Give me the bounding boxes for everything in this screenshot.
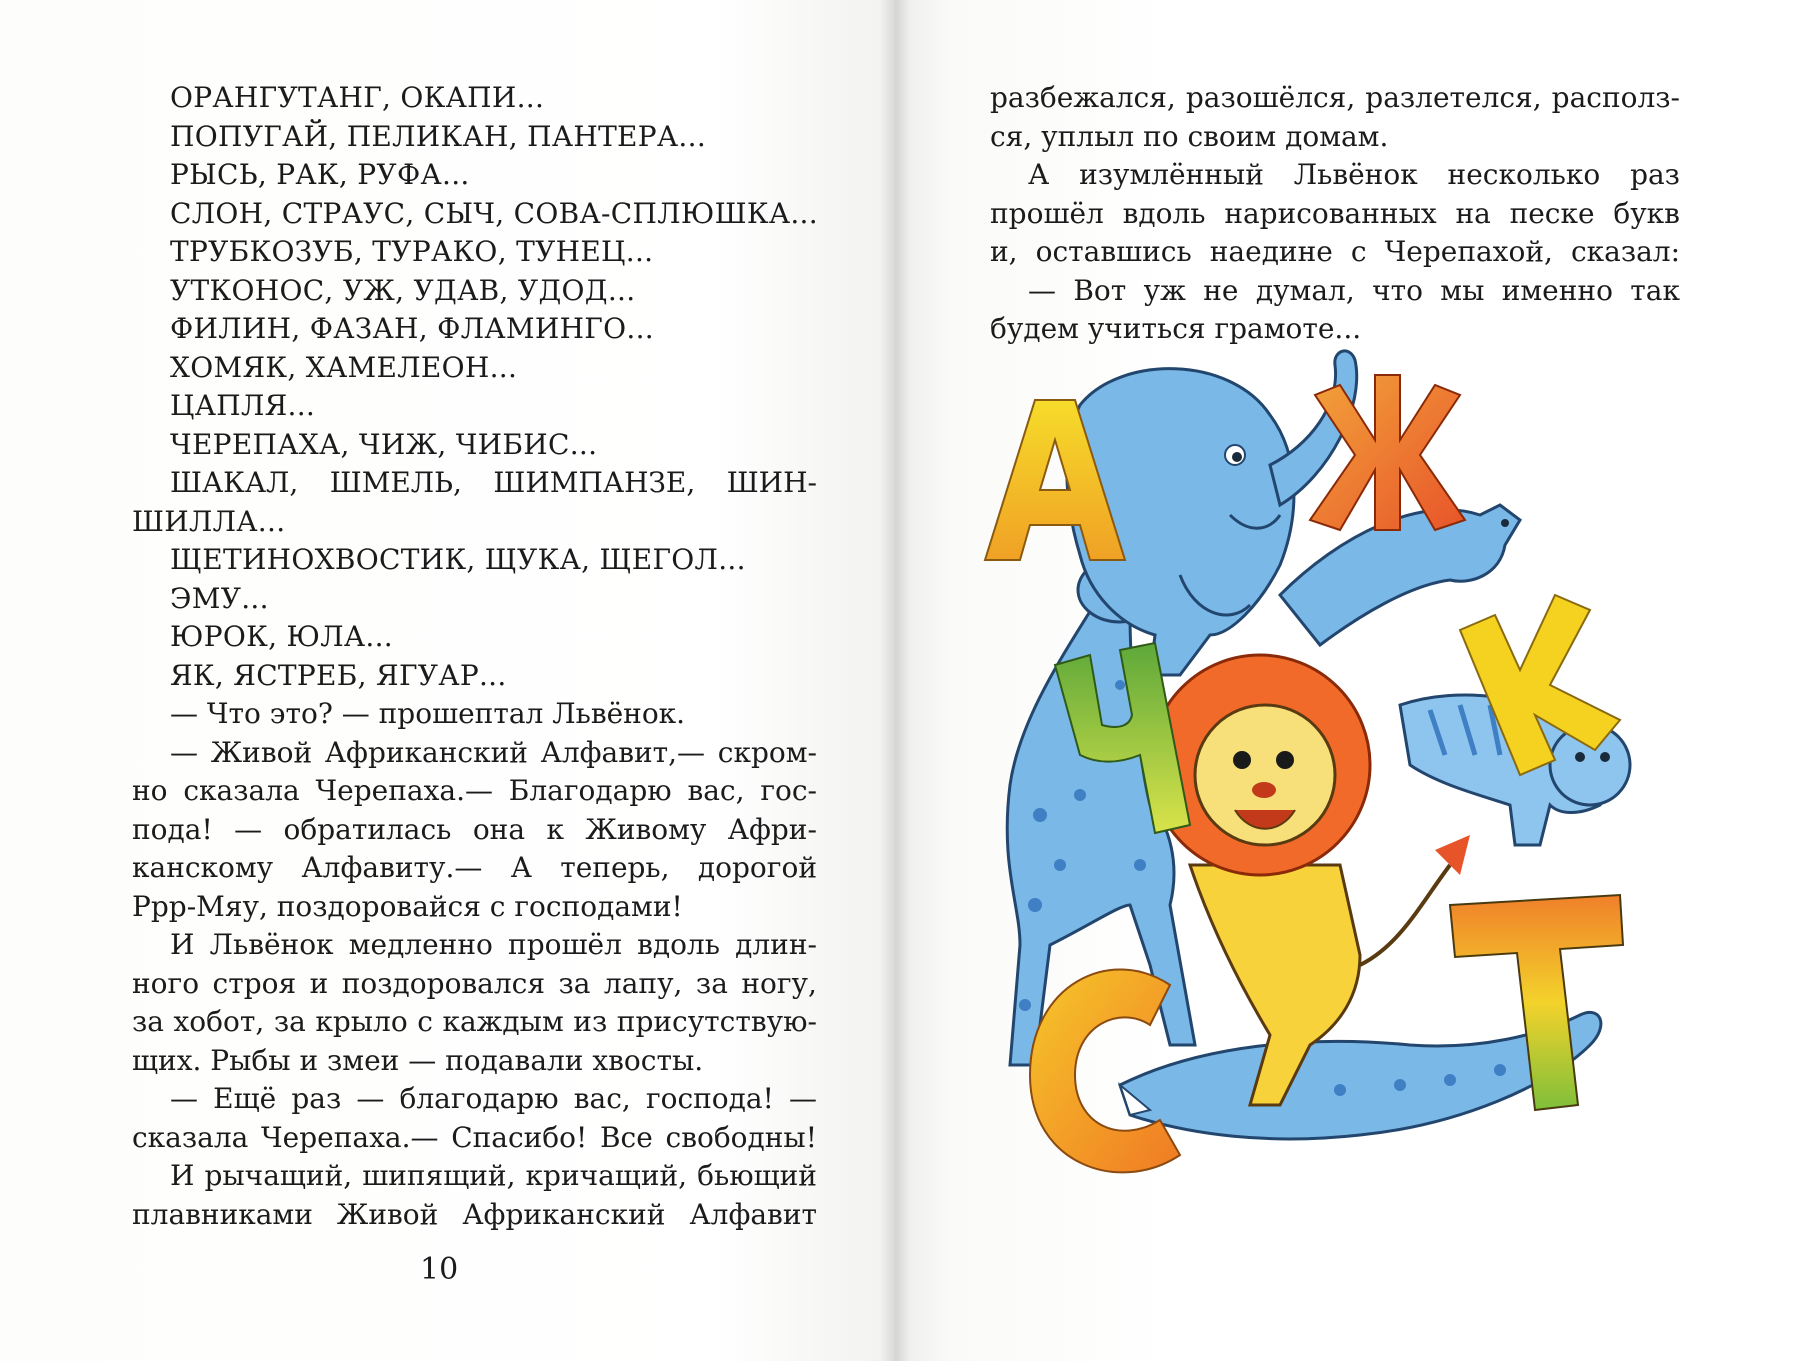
- word: она: [472, 812, 526, 846]
- word: не: [1203, 273, 1239, 307]
- text-line: [132, 849, 817, 888]
- text-line: [990, 156, 1680, 195]
- word: ШАКАЛ,: [170, 466, 299, 499]
- word: за: [132, 1005, 164, 1038]
- text-line: [132, 965, 817, 1004]
- word: Алфавит: [689, 1197, 817, 1231]
- word: уж: [1143, 273, 1186, 307]
- page-number: 10: [420, 1252, 459, 1287]
- word: разбежался,: [990, 81, 1176, 114]
- word: Афри-: [727, 812, 817, 846]
- animal-list-line: ЦАПЛЯ...: [170, 389, 316, 422]
- word: Черепаха.—: [261, 1120, 439, 1154]
- word: Алфавит,—: [540, 735, 706, 769]
- word: оставшись: [1035, 235, 1192, 268]
- word: хобот,: [173, 1005, 265, 1038]
- animal-list-line: СЛОН, СТРАУС, СЫЧ, СОВА-СПЛЮШКА...: [170, 196, 818, 230]
- word: Африканский: [462, 1197, 666, 1231]
- word: крыло: [315, 1005, 408, 1038]
- word: ШМЕЛЬ,: [329, 466, 462, 499]
- animal-list-line: ЧЕРЕПАХА, ЧИЖ, ЧИБИС...: [170, 427, 598, 461]
- animal-list-line: УТКОНОС, УЖ, УДАВ, УДОД...: [170, 273, 636, 307]
- word: И: [170, 928, 195, 961]
- word: —: [170, 735, 198, 769]
- word: и,: [990, 235, 1018, 268]
- word: вдоль: [637, 928, 720, 961]
- word: плавниками: [132, 1197, 313, 1231]
- word: кричащий,: [525, 1159, 688, 1192]
- word: располз-: [1551, 81, 1680, 114]
- word: прошёл: [508, 928, 622, 961]
- word: вас,: [687, 774, 745, 807]
- word: букв: [1613, 196, 1680, 230]
- text-line: [132, 1196, 817, 1235]
- word: к: [546, 812, 564, 846]
- text-line: [132, 1119, 817, 1158]
- animal-list-line: РЫСЬ, РАК, РУФА...: [170, 158, 470, 191]
- word: Ещё: [213, 1082, 277, 1115]
- word: разошёлся,: [1185, 81, 1356, 114]
- animal-list-line: ПОПУГАЙ, ПЕЛИКАН, ПАНТЕРА...: [170, 119, 707, 153]
- word: Африканский: [324, 735, 528, 769]
- word: шипящий,: [362, 1159, 516, 1192]
- right-page-text: [990, 79, 1680, 349]
- word: сказала: [132, 1120, 249, 1154]
- word: с: [417, 1005, 433, 1038]
- word: рычащий,: [204, 1159, 353, 1192]
- text-line: [132, 1157, 817, 1196]
- word: из: [573, 1005, 608, 1038]
- word: ШИН-: [726, 466, 817, 499]
- word: с: [1350, 235, 1367, 268]
- word: —: [1028, 273, 1056, 307]
- text-line: [990, 233, 1680, 272]
- animal-list-line: [132, 464, 817, 503]
- word: пода!: [132, 812, 213, 846]
- word: Все: [599, 1120, 653, 1154]
- word: разлетелся,: [1365, 81, 1542, 114]
- word: Благодарю: [508, 774, 672, 807]
- word: вас,: [573, 1082, 631, 1115]
- text-line: [132, 811, 817, 850]
- word: наедине: [1209, 235, 1333, 268]
- word: прошёл: [990, 196, 1104, 230]
- word: Львёнок: [209, 928, 334, 961]
- text-line: — Что это? — прошептал Львёнок.: [170, 697, 686, 730]
- animal-list-line: ОРАНГУТАНГ, ОКАПИ...: [170, 81, 545, 114]
- word: И: [170, 1159, 195, 1192]
- word: А: [510, 851, 532, 884]
- word: канскому: [132, 851, 274, 884]
- word: дорогой: [697, 851, 817, 884]
- word: господа!: [645, 1082, 774, 1115]
- word: длин-: [735, 928, 817, 961]
- word: несколько: [1447, 158, 1601, 191]
- word: за: [273, 1005, 306, 1038]
- animal-list-line: ТРУБКОЗУБ, ТУРАКО, ТУНЕЦ...: [170, 235, 654, 268]
- word: Вот: [1073, 273, 1127, 307]
- animal-list-line: ЮРОК, ЮЛА...: [170, 620, 393, 653]
- word: песке: [1509, 196, 1595, 230]
- word: обратилась: [283, 812, 452, 846]
- text-line: [990, 195, 1680, 234]
- word: думал,: [1255, 273, 1355, 307]
- word: Спасибо!: [451, 1120, 588, 1154]
- word: благодарю: [399, 1082, 559, 1115]
- word: изумлённый: [1079, 158, 1264, 191]
- text-line: [132, 1080, 817, 1119]
- word: гос-: [760, 774, 817, 807]
- word: Черепахой,: [1384, 235, 1553, 268]
- animal-list-line: ФИЛИН, ФАЗАН, ФЛАМИНГО...: [170, 312, 654, 345]
- word: —: [356, 1082, 385, 1115]
- word: скром-: [717, 735, 817, 769]
- word: раз: [1630, 158, 1680, 191]
- text-line: [132, 1003, 817, 1042]
- word: что: [1372, 273, 1423, 307]
- word: —: [170, 1082, 198, 1115]
- text-line: [132, 926, 817, 965]
- text-line: щих. Рыбы и змеи — подавали хвосты.: [132, 1043, 704, 1077]
- word: ШИМПАНЗЕ,: [493, 466, 696, 499]
- word: каждым: [442, 1005, 564, 1038]
- word: А: [1028, 158, 1050, 191]
- word: бьющий: [697, 1159, 817, 1192]
- word: поздоровался: [341, 966, 546, 1000]
- animal-list-line: ХОМЯК, ХАМЕЛЕОН...: [170, 350, 518, 384]
- left-page-text: [132, 79, 817, 1234]
- word: теперь,: [560, 851, 670, 884]
- word: за: [558, 966, 591, 1000]
- animal-list-line: ЭМУ...: [170, 581, 269, 615]
- word: мы: [1440, 273, 1485, 307]
- text-line: [990, 79, 1680, 118]
- text-line: Ррр-Мяу, поздоровайся с господами!: [132, 889, 683, 923]
- word: за: [695, 966, 728, 1000]
- alphabet-animals-illustration: [980, 345, 1710, 1275]
- animal-list-line: ЩЕТИНОХВОСТИК, ЩУКА, ЩЕГОЛ...: [170, 543, 746, 576]
- word: лапу,: [603, 966, 683, 1000]
- text-line: [132, 734, 817, 773]
- word: нарисованных: [1224, 196, 1437, 230]
- text-line: [990, 272, 1680, 311]
- animal-list-line: ЯК, ЯСТРЕБ, ЯГУАР...: [170, 658, 507, 692]
- text-line: будем учиться грамоте...: [990, 312, 1362, 345]
- word: вдоль: [1122, 196, 1206, 230]
- word: и: [309, 966, 329, 1000]
- word: —: [789, 1082, 817, 1115]
- text-line: ся, уплыл по своим домам.: [990, 119, 1389, 153]
- word: так: [1630, 273, 1680, 307]
- word: строя: [212, 966, 297, 1000]
- word: медленно: [348, 928, 493, 961]
- animal-list-line: ШИЛЛА...: [132, 504, 286, 538]
- word: раз: [291, 1082, 342, 1115]
- word: именно: [1501, 273, 1613, 307]
- book-gutter: [880, 0, 910, 1361]
- word: сказал:: [1570, 235, 1680, 268]
- word: Живой: [336, 1197, 439, 1231]
- word: сказала: [183, 774, 300, 807]
- word: Алфавиту.—: [301, 851, 483, 884]
- word: на: [1455, 196, 1491, 230]
- text-line: [132, 772, 817, 811]
- word: Живой: [210, 735, 313, 769]
- word: Живому: [585, 812, 707, 846]
- word: свободны!: [665, 1120, 817, 1154]
- word: присутствую-: [616, 1005, 817, 1038]
- word: но: [132, 774, 168, 807]
- word: ногу,: [741, 966, 817, 1000]
- word: Львёнок: [1293, 158, 1418, 191]
- word: Черепаха.—: [315, 774, 493, 807]
- word: ного: [132, 966, 200, 1000]
- word: —: [234, 812, 263, 846]
